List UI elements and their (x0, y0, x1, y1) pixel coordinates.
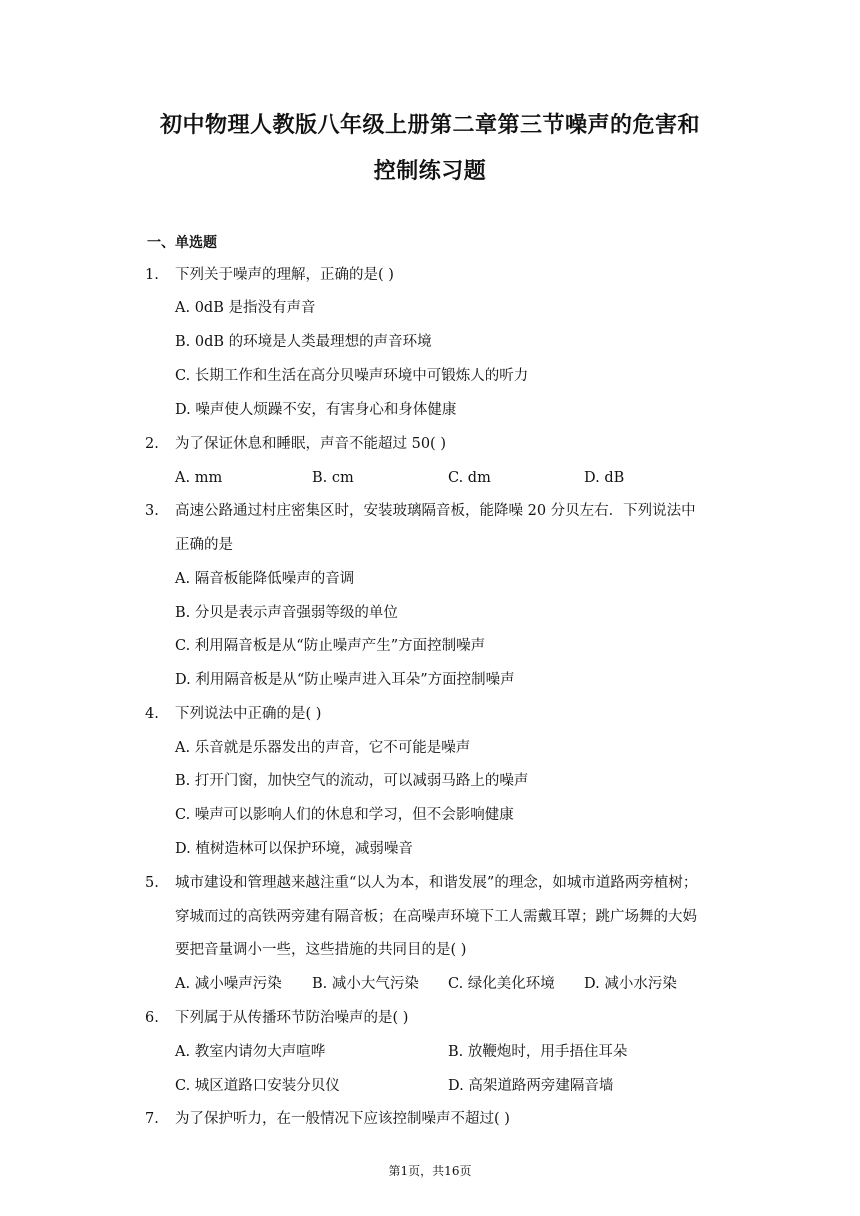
option-a: A. 乐音就是乐器发出的声音，它不可能是噪声 (175, 740, 471, 756)
option-d: D. 利用隔音板是从“防止噪声进入耳朵”方面控制噪声 (175, 672, 515, 688)
page-title-line-2: 控制练习题 (373, 159, 487, 184)
option-c: C. dm (448, 470, 491, 486)
question-text-continued: 穿城而过的高铁两旁建有隔音板；在高噪声环境下工人需戴耳罩；跳广场舞的大妈 (175, 909, 697, 925)
page-footer: 第1页，共16页 (388, 1164, 472, 1178)
question-text-continued: 正确的是 (175, 537, 233, 553)
question-text: 高速公路通过村庄密集区时，安装玻璃隔音板，能降噪 20 分贝左右．下列说法中 (175, 503, 696, 519)
option-b: B. 减小大气污染 (312, 976, 419, 992)
section-heading: 一、单选题 (147, 235, 217, 251)
question-number: 7. (145, 1111, 159, 1127)
question-text: 下列关于噪声的理解，正确的是( ) (175, 267, 394, 283)
question-text-continued: 要把音量调小一些，这些措施的共同目的是( ) (175, 942, 467, 958)
option-a: A. mm (175, 470, 223, 486)
option-d: D. 高架道路两旁建隔音墙 (448, 1078, 614, 1094)
question-text: 下列说法中正确的是( ) (175, 706, 322, 722)
question-number: 4. (145, 706, 159, 722)
option-a: A. 减小噪声污染 (175, 976, 282, 992)
option-d: D. 减小水污染 (584, 976, 677, 992)
page-title-line-1: 初中物理人教版八年级上册第二章第三节噪声的危害和 (159, 113, 700, 138)
option-a: A. 隔音板能降低噪声的音调 (175, 571, 355, 587)
option-c: C. 利用隔音板是从“防止噪声产生”方面控制噪声 (175, 638, 486, 654)
option-d: D. dB (584, 470, 625, 486)
question-text: 城市建设和管理越来越注重“以人为本，和谐发展”的理念，如城市道路两旁植树； (175, 875, 698, 891)
question-text: 下列属于从传播环节防治噪声的是( ) (175, 1010, 409, 1026)
option-d: D. 噪声使人烦躁不安，有害身心和身体健康 (175, 402, 457, 418)
question-text: 为了保护听力，在一般情况下应该控制噪声不超过( ) (175, 1111, 510, 1127)
question-text: 为了保证休息和睡眠，声音不能超过 50( ) (175, 436, 446, 452)
option-d: D. 植树造林可以保护环境，减弱噪音 (175, 841, 413, 857)
question-number: 1. (145, 267, 159, 283)
option-c: C. 城区道路口安装分贝仪 (175, 1078, 340, 1094)
option-c: C. 噪声可以影响人们的休息和学习，但不会影响健康 (175, 807, 514, 823)
option-b: B. 分贝是表示声音强弱等级的单位 (175, 605, 398, 621)
option-c: C. 绿化美化环境 (448, 976, 555, 992)
question-number: 2. (145, 436, 159, 452)
option-b: B. 打开门窗，加快空气的流动，可以减弱马路上的噪声 (175, 773, 529, 789)
option-b: B. 0dB 的环境是人类最理想的声音环境 (175, 334, 432, 350)
option-b: B. cm (312, 470, 354, 486)
option-c: C. 长期工作和生活在高分贝噪声环境中可锻炼人的听力 (175, 368, 529, 384)
question-number: 6. (145, 1010, 159, 1026)
question-number: 5. (145, 875, 159, 891)
option-a: A. 教室内请勿大声喧哗 (175, 1044, 326, 1060)
option-a: A. 0dB 是指没有声音 (175, 300, 316, 316)
question-number: 3. (145, 503, 159, 519)
option-b: B. 放鞭炮时，用手捂住耳朵 (448, 1044, 628, 1060)
